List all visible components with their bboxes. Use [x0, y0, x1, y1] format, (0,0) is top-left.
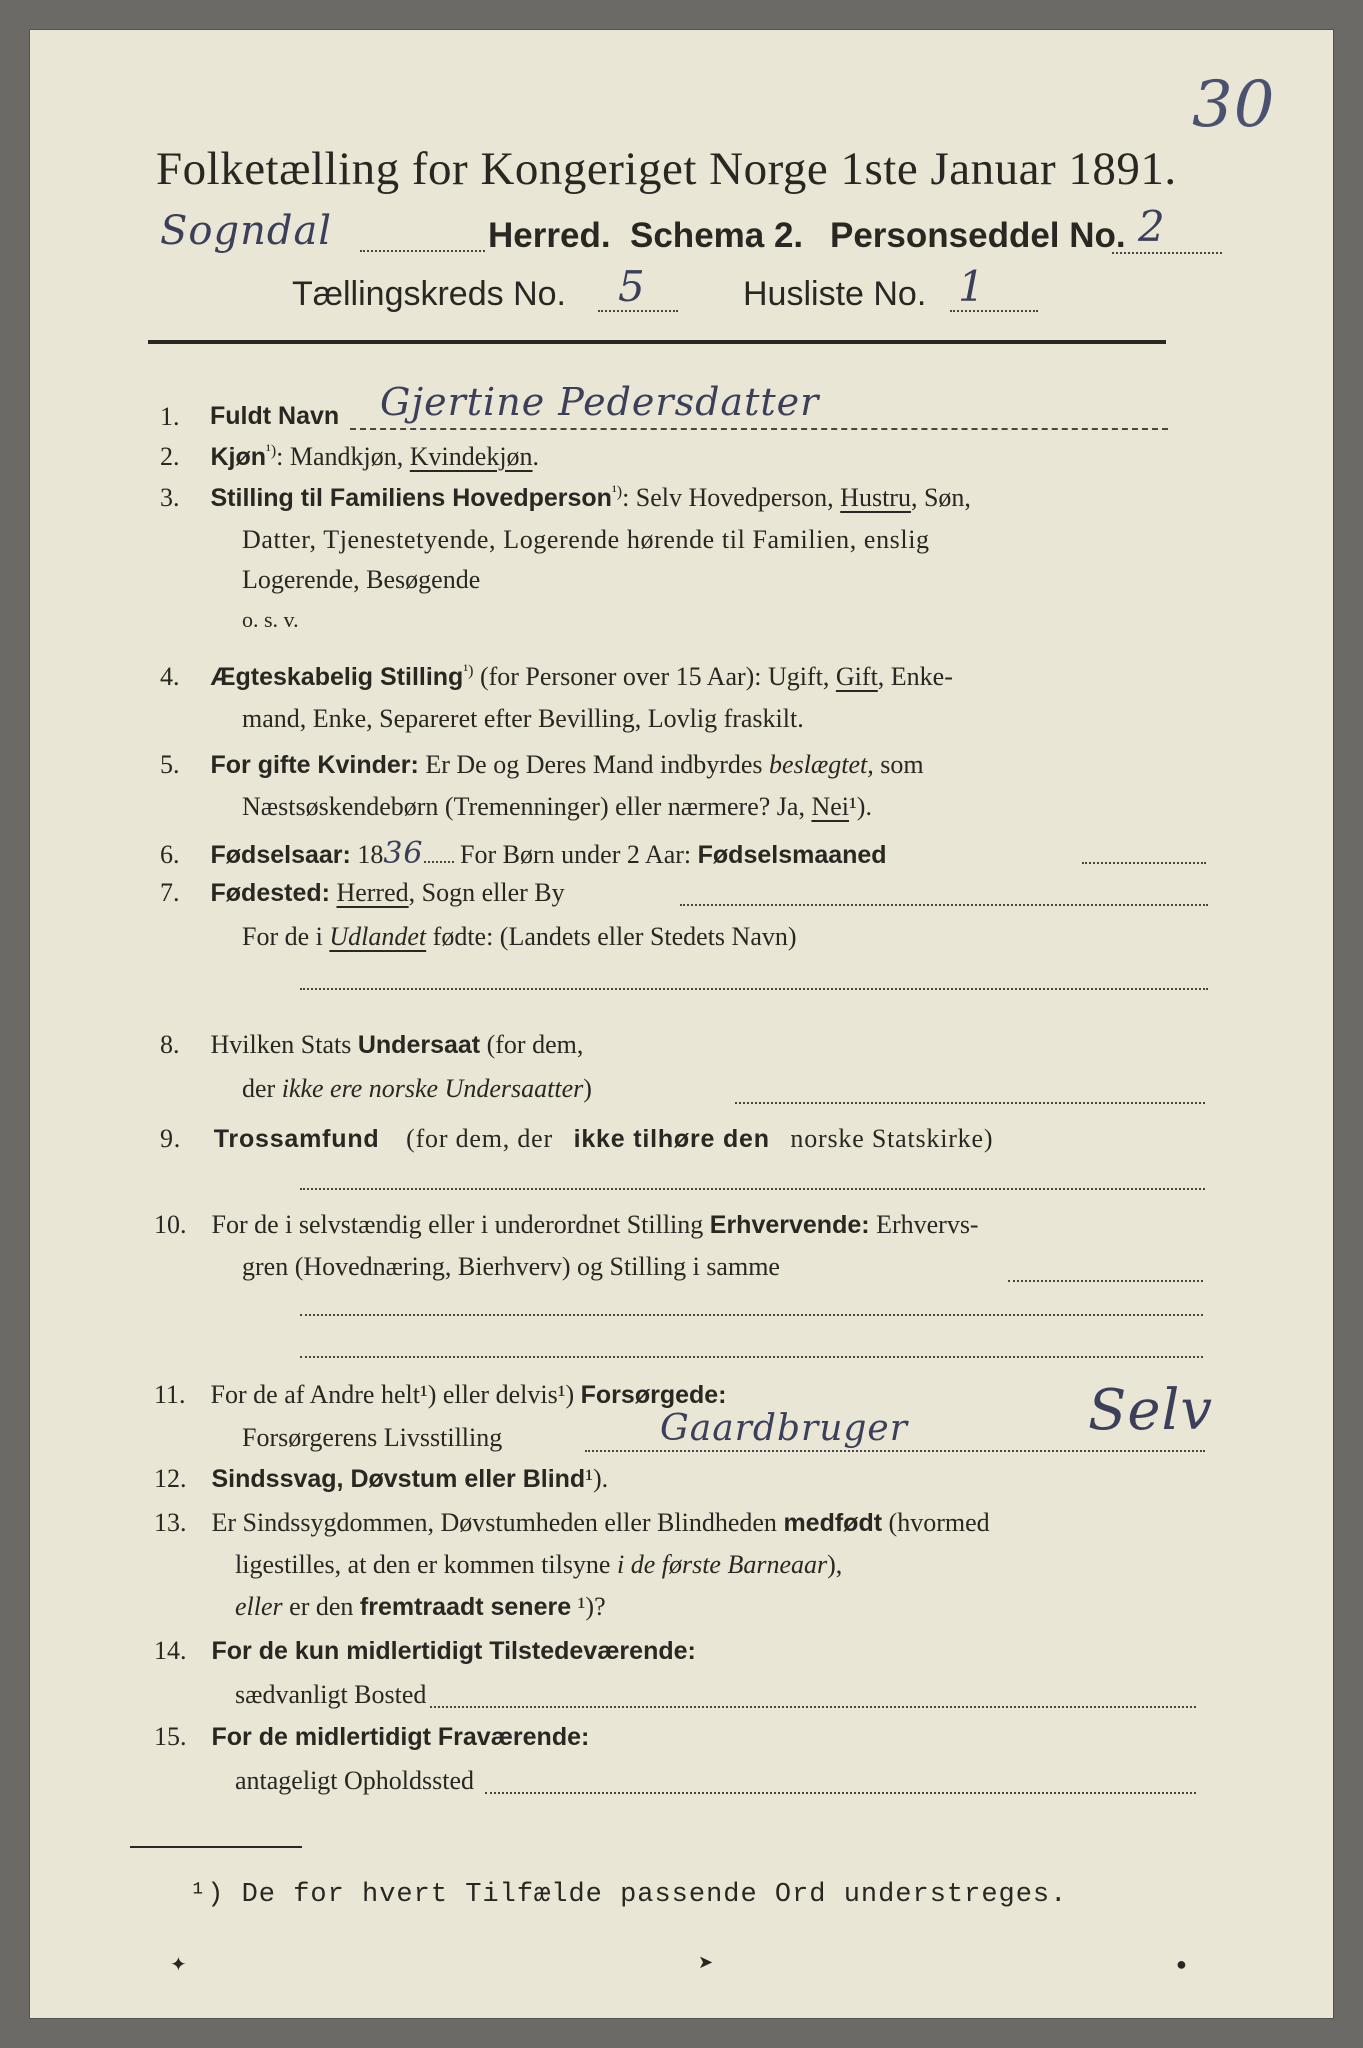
q14-line2: sædvanligt Bosted — [235, 1680, 427, 1709]
form-title: Folketælling for Kongeriget Norge 1ste Januar 1891. — [156, 143, 1177, 195]
page-number: 30 — [1192, 68, 1276, 142]
q8-line2-b: ) — [583, 1074, 592, 1103]
q1-number: 1. — [160, 402, 180, 431]
q9-text-b: norske Statskirke) — [790, 1124, 994, 1153]
ink-mark: ✦ — [170, 1954, 187, 1976]
q2-label: Kjøn — [210, 443, 267, 471]
q13-line3-b: ¹)? — [577, 1592, 606, 1621]
q5-label: For gifte Kvinder: — [210, 751, 419, 779]
ink-mark: ● — [1176, 1954, 1187, 1974]
q10-line — [1008, 1280, 1203, 1282]
kreds-dots — [598, 310, 678, 312]
q11-value: Gaardbruger — [660, 1408, 908, 1449]
q5-line2-text: Næstsøskendebørn (Tremenninger) eller nærmere? Ja, — [242, 792, 805, 821]
q7-line2 — [242, 922, 797, 952]
q15-line2: antageligt Opholdssted — [235, 1766, 475, 1795]
q7-selected-option: Herred — [336, 878, 409, 907]
q10-line1 — [154, 1210, 979, 1240]
q13-line3-bold: fremtraadt senere — [359, 1593, 572, 1621]
census-form — [30, 30, 1333, 2018]
husliste-dots — [950, 310, 1038, 312]
q11-value2: Selv — [1088, 1378, 1214, 1443]
q10-bold: Erhvervende: — [709, 1211, 870, 1239]
q8-line — [735, 1102, 1205, 1104]
q2-sup: ¹) — [266, 442, 277, 460]
q10-answer-line-1 — [300, 1314, 1203, 1316]
q13-text-a: Er Sindssygdommen, Døvstumheden eller Blindheden — [211, 1508, 777, 1537]
q11-number: 11. — [154, 1380, 186, 1409]
q13-text-b: (hvormed — [888, 1508, 990, 1537]
husliste-value: 1 — [958, 262, 986, 311]
q6-label: Fødselsaar: — [210, 841, 351, 869]
q3-line2: Datter, Tjenestetyende, Logerende hørende til Familien, enslig — [242, 525, 930, 554]
q9-number: 9. — [160, 1124, 182, 1153]
q4-line1 — [160, 662, 953, 692]
personseddel-value: 2 — [1138, 202, 1166, 251]
q1-value: Gjertine Pedersdatter — [380, 380, 820, 424]
q5-line1 — [160, 750, 924, 780]
q3-label: Stilling til Familiens Hovedperson — [210, 484, 612, 512]
q6-row — [160, 836, 887, 871]
q2-number: 2. — [160, 442, 180, 471]
q13-line3 — [235, 1592, 606, 1622]
q6-month-line — [1082, 862, 1206, 864]
q3-line3: Logerende, Besøgende — [242, 565, 481, 594]
personseddel-dots — [1112, 252, 1222, 254]
q9-label: Trossamfund — [213, 1125, 380, 1153]
q3-selected-option: Hustru — [840, 483, 911, 512]
q1-label: Fuldt Navn — [210, 402, 340, 430]
q7-line1 — [160, 878, 565, 908]
q7-label: Fødested: — [210, 879, 330, 907]
q3-text-a: : Selv Hovedperson, — [622, 483, 834, 512]
q3-line4: o. s. v. — [242, 607, 299, 632]
q12-row — [154, 1464, 608, 1494]
q14-text: For de kun midlertidigt Tilstedeværende: — [211, 1637, 696, 1665]
q12-sup: ¹). — [585, 1464, 609, 1493]
q6-text: For Børn under 2 Aar: — [460, 840, 692, 869]
q8-line1 — [160, 1030, 583, 1060]
q6-prefix: 18 — [357, 840, 384, 869]
q8-italic: ikke ere norske Undersaatter — [281, 1074, 584, 1103]
q7-italic: Udlandet — [329, 922, 427, 951]
q3-sup: ¹) — [611, 483, 623, 501]
q2-text-b: . — [532, 442, 540, 471]
q9-row — [160, 1124, 993, 1154]
q4-line2: mand, Enke, Separeret efter Bevilling, Lovlig fraskilt. — [242, 704, 804, 733]
q14-line — [430, 1706, 1196, 1708]
q7-line — [680, 904, 1208, 906]
q13-line1 — [154, 1508, 990, 1538]
q12-text: Sindssvag, Døvstum eller Blind — [211, 1465, 586, 1493]
q11-line2: Forsørgerens Livsstilling — [242, 1423, 503, 1452]
q11-line1 — [154, 1380, 727, 1410]
q13-number: 13. — [154, 1508, 187, 1537]
q9-bold: ikke tilhøre den — [573, 1125, 770, 1153]
q8-line2-a: der — [242, 1074, 276, 1103]
q14-number: 14. — [154, 1636, 187, 1665]
q13-line2-italic: i de første Barneaar — [616, 1550, 828, 1579]
q13-line2 — [235, 1550, 842, 1580]
q7-number: 7. — [160, 878, 180, 907]
q9-text-a: (for dem, der — [406, 1124, 553, 1153]
q3-number: 3. — [160, 483, 180, 512]
q8-text-b: (for dem, — [486, 1030, 584, 1059]
header-rule — [148, 340, 1166, 344]
q7-answer-line — [300, 988, 1208, 990]
q8-line2 — [242, 1074, 592, 1104]
schema-label: Schema 2. — [630, 216, 804, 255]
q13-line2-b: ), — [827, 1550, 843, 1579]
q6-value: 36 — [383, 836, 424, 871]
q4-selected-option: Gift — [835, 662, 878, 691]
q11-text-a: For de af Andre helt — [210, 1380, 420, 1409]
q8-text-a: Hvilken Stats — [210, 1030, 352, 1059]
herred-value: Sogndal — [160, 208, 333, 254]
husliste-label: Husliste No. — [743, 275, 927, 313]
q13-line3-italic: eller — [235, 1592, 283, 1621]
q5-selected-option: Nei — [811, 792, 849, 821]
q5-line2 — [242, 792, 872, 822]
q12-number: 12. — [154, 1464, 187, 1493]
q13-line3-a: er den — [289, 1592, 354, 1621]
footnote-rule — [130, 1846, 302, 1848]
q4-text-b: , Enke- — [877, 662, 953, 691]
personseddel-label: Personseddel No. — [830, 216, 1126, 255]
q15-number: 15. — [154, 1722, 187, 1751]
kreds-value: 5 — [618, 262, 646, 311]
q8-number: 8. — [160, 1030, 180, 1059]
q10-number: 10. — [154, 1210, 187, 1239]
q10-answer-line-2 — [300, 1356, 1203, 1358]
q1-line — [350, 428, 1168, 430]
q3-text-b: , Søn, — [910, 483, 971, 512]
q11-bold: Forsørgede: — [580, 1381, 727, 1409]
kreds-label: Tællingskreds No. — [292, 275, 566, 313]
q4-number: 4. — [160, 662, 180, 691]
q7-text: , Sogn eller By — [408, 878, 565, 907]
q2-selected-option: Kvindekjøn — [409, 442, 533, 471]
q15-line1 — [154, 1722, 589, 1752]
q11-line — [585, 1450, 1205, 1452]
q7-line2-a: For de i — [242, 922, 323, 951]
herred-label: Herred. — [488, 216, 611, 255]
q9-answer-line — [300, 1188, 1205, 1190]
q6-number: 6. — [160, 840, 180, 869]
q10-text-a: For de i selvstændig eller i underordnet Stilling — [211, 1210, 704, 1239]
footnote: ¹) De for hvert Tilfælde passende Ord understreges. — [190, 1880, 1068, 1910]
q7-line2-b: fødte: (Landets eller Stedets Navn) — [432, 922, 797, 951]
q3-line1 — [160, 483, 971, 513]
q2-row — [160, 442, 539, 472]
q5-text-a: Er De og Deres Mand indbyrdes — [425, 750, 763, 779]
q10-line2: gren (Hovednæring, Bierhverv) og Stilling i samme — [242, 1252, 780, 1281]
q4-text-a: (for Personer over 15 Aar): Ugift, — [479, 662, 830, 691]
q4-label: Ægteskabelig Stilling — [210, 663, 464, 691]
q2-text-a: : Mandkjøn, — [276, 442, 404, 471]
q11-text-b: ¹) eller delvis — [419, 1380, 558, 1409]
q15-line — [485, 1792, 1196, 1794]
q13-bold: medfødt — [783, 1509, 883, 1537]
q5-italic: beslægtet, — [769, 750, 874, 779]
q11-text-c: ¹) — [557, 1380, 575, 1409]
q5-number: 5. — [160, 750, 180, 779]
q13-line2-a: ligestilles, at den er kommen tilsyne — [235, 1550, 611, 1579]
q14-line1 — [154, 1636, 696, 1666]
q5-text-b: som — [880, 750, 924, 779]
q10-text-b: Erhvervs- — [876, 1210, 979, 1239]
herred-dots — [360, 250, 485, 252]
q6-label2: Fødselsmaaned — [697, 841, 887, 869]
q15-text: For de midlertidigt Fraværende: — [211, 1723, 590, 1751]
ink-mark: ➤ — [698, 1952, 714, 1972]
q5-line2-end: ¹). — [849, 792, 872, 821]
q8-bold: Undersaat — [357, 1031, 481, 1059]
q4-sup: ¹) — [463, 662, 474, 680]
